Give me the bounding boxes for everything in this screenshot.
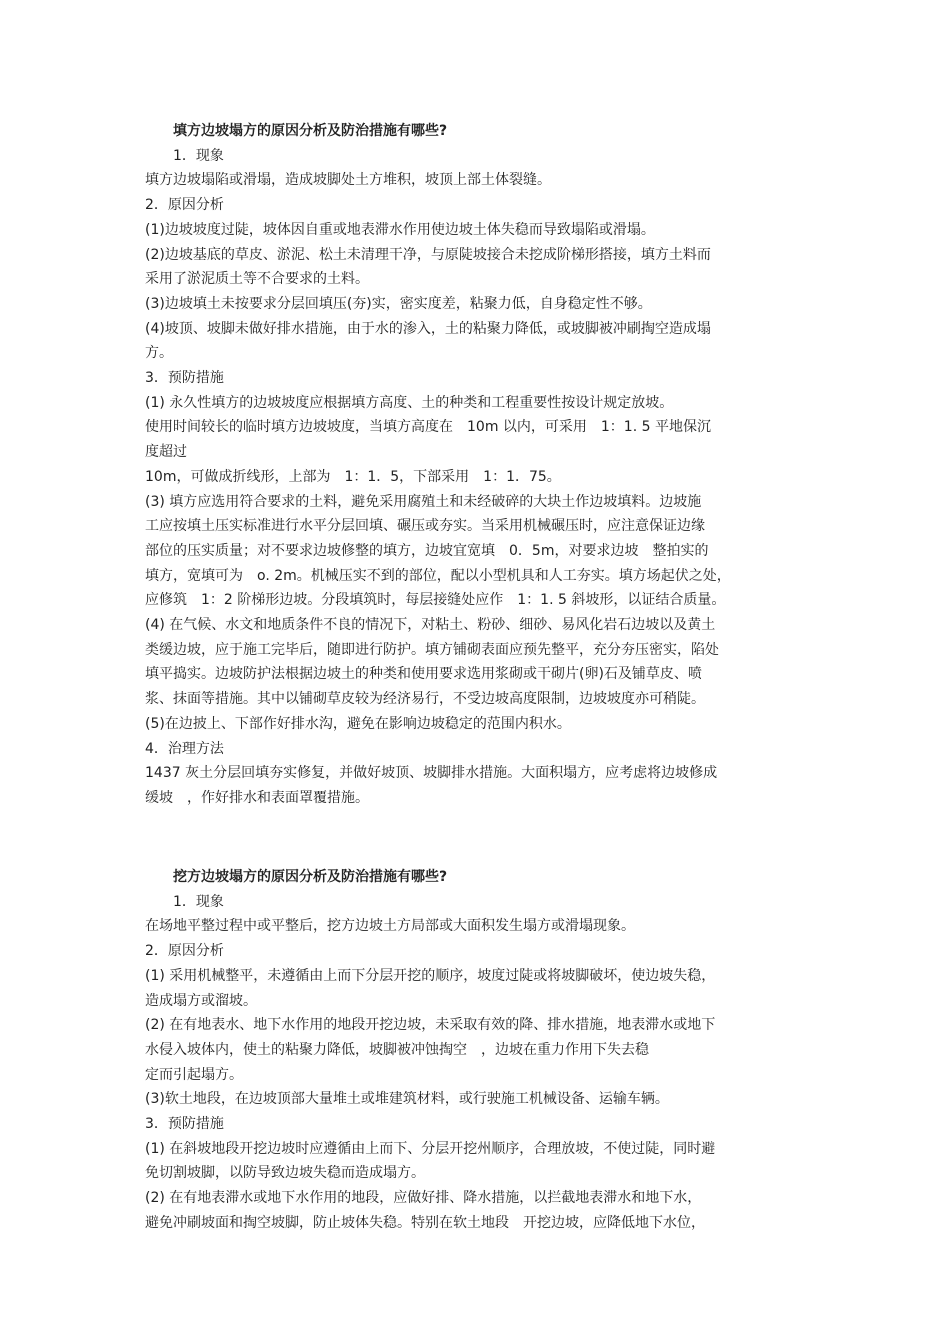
subheading-cause-analysis: 2．原因分析 bbox=[145, 943, 224, 960]
paragraph-line: 造成塌方或溜坡。 bbox=[145, 992, 257, 1009]
subheading-prevention: 3．预防措施 bbox=[145, 370, 224, 387]
paragraph-line: 填方，宽填可为 o. 2m。机械压实不到的部位，配以小型机具和人工夯实。填方场起伏之处， bbox=[145, 567, 731, 584]
paragraph-line: 采用了淤泥质土等不合要求的土料。 bbox=[145, 271, 369, 288]
subheading-prevention: 3．预防措施 bbox=[145, 1116, 224, 1133]
section-title: 填方边坡塌方的原因分析及防治措施有哪些? bbox=[173, 123, 448, 139]
paragraph-line: 类缓边坡，应于施工完毕后，随即进行防护。填方铺砌表面应预先整平，充分夯压密实，陷处 bbox=[145, 641, 719, 658]
subheading-phenomenon: 1．现象 bbox=[173, 893, 224, 910]
section-fill-slope-collapse bbox=[145, 119, 820, 811]
paragraph-line: (1)边坡坡度过陡，坡体因自重或地表滞水作用使边坡土体失稳而导致塌陷或滑塌。 bbox=[145, 221, 655, 238]
paragraph-line: 填方边坡塌陷或滑塌，造成坡脚处土方堆积，坡顶上部土体裂缝。 bbox=[145, 172, 551, 189]
paragraph-line: 使用时间较长的临时填方边坡坡度，当填方高度在 10m 以内，可采用 1：1. 5 平地保沉 bbox=[145, 419, 711, 436]
paragraph-line: 定而引起塌方。 bbox=[145, 1066, 243, 1083]
paragraph-line: (1) 永久性填方的边坡坡度应根据填方高度、土的种类和工程重要性按设计规定放坡。 bbox=[145, 394, 674, 411]
paragraph-line: 在场地平整过程中或平整后，挖方边坡土方局部或大面积发生塌方或滑塌现象。 bbox=[145, 918, 635, 935]
paragraph-line: 避免冲刷坡面和掏空坡脚，防止坡体失稳。特别在软土地段 开挖边坡，应降低地下水位， bbox=[145, 1214, 705, 1231]
paragraph-line: (1) 在斜坡地段开挖边坡时应遵循由上而下、分层开挖州顺序，合理放坡，不使过陡，同时避 bbox=[145, 1140, 716, 1157]
section-cut-slope-collapse bbox=[145, 865, 820, 1236]
paragraph-line: (2) 在有地表滞水或地下水作用的地段，应做好排、降水措施，以拦截地表滞水和地下水， bbox=[145, 1190, 702, 1207]
paragraph-line: (2)边坡基底的草皮、淤泥、松土未清理干净，与原陡坡接合未挖成阶梯形搭接，填方土料而 bbox=[145, 246, 711, 263]
paragraph-line: 填平捣实。边坡防护法根据边坡土的种类和使用要求选用浆砌或干砌片(卵)石及铺草皮、喷 bbox=[145, 666, 702, 683]
subheading-phenomenon: 1．现象 bbox=[173, 147, 224, 164]
paragraph-line: 缓坡 ，作好排水和表面罩覆措施。 bbox=[145, 789, 369, 806]
paragraph-line: 10m，可做成折线形，上部为 1：1．5，下部采用 1：1．75。 bbox=[145, 468, 561, 485]
paragraph-line: (3) 填方应选用符合要求的土料，避免采用腐殖土和未经破碎的大块土作边坡填料。边坡施 bbox=[145, 493, 702, 510]
paragraph-line: (3)软土地段，在边坡顶部大量堆土或堆建筑材料，或行驶施工机械设备、运输车辆。 bbox=[145, 1091, 669, 1108]
paragraph-line: (3)边坡填土未按要求分层回填压(夯)实，密实度差，粘聚力低，自身稳定性不够。 bbox=[145, 295, 652, 312]
paragraph-line: (4) 在气候、水文和地质条件不良的情况下，对粘土、粉砂、细砂、易风化岩石边坡以及黄土 bbox=[145, 617, 716, 634]
subheading-treatment: 4．治理方法 bbox=[145, 740, 224, 757]
paragraph-line: (1) 采用机械整平，未遵循由上而下分层开挖的顺序，坡度过陡或将坡脚破坏，使边坡失稳， bbox=[145, 967, 716, 984]
paragraph-line: (5)在边披上、下部作好排水沟，避免在影响边坡稳定的范围内积水。 bbox=[145, 715, 571, 732]
paragraph-line: (2) 在有地表水、地下水作用的地段开挖边坡，未采取有效的降、排水措施，地表滞水或地下 bbox=[145, 1017, 716, 1034]
paragraph-line: 1437 灰土分层回填夯实修复，并做好坡顶、坡脚排水措施。大面积塌方，应考虑将边坡修成 bbox=[145, 765, 718, 782]
paragraph-line: 浆、抹面等措施。其中以铺砌草皮较为经济易行，不受边坡高度限制，边坡坡度亦可稍陡。 bbox=[145, 691, 705, 708]
paragraph-line: 工应按填土压实标准进行水平分层回填、碾压或夯实。当采用机械碾压时，应注意保证边缘 bbox=[145, 518, 705, 535]
paragraph-line: 度超过 bbox=[145, 444, 187, 461]
paragraph-line: 部位的压实质量；对不要求边坡修整的填方，边坡宜宽填 0．5m，对要求边坡 整拍实的 bbox=[145, 542, 709, 559]
subheading-cause-analysis: 2．原因分析 bbox=[145, 197, 224, 214]
section-title: 挖方边坡塌方的原因分析及防治措施有哪些? bbox=[173, 869, 448, 885]
paragraph-line: 水侵入坡体内，使土的粘聚力降低，坡脚被冲蚀掏空 ，边坡在重力作用下失去稳 bbox=[145, 1041, 649, 1058]
paragraph-line: (4)坡顶、坡脚未做好排水措施，由于水的渗入，土的粘聚力降低，或坡脚被冲刷掏空造成塌 bbox=[145, 320, 711, 337]
paragraph-line: 方。 bbox=[145, 345, 173, 362]
paragraph-line: 免切割坡脚，以防导致边坡失稳而造成塌方。 bbox=[145, 1165, 425, 1182]
paragraph-line: 应修筑 1：2 阶梯形边坡。分段填筑时，每层接缝处应作 1：1. 5 斜坡形，以证结合质量。 bbox=[145, 592, 726, 609]
